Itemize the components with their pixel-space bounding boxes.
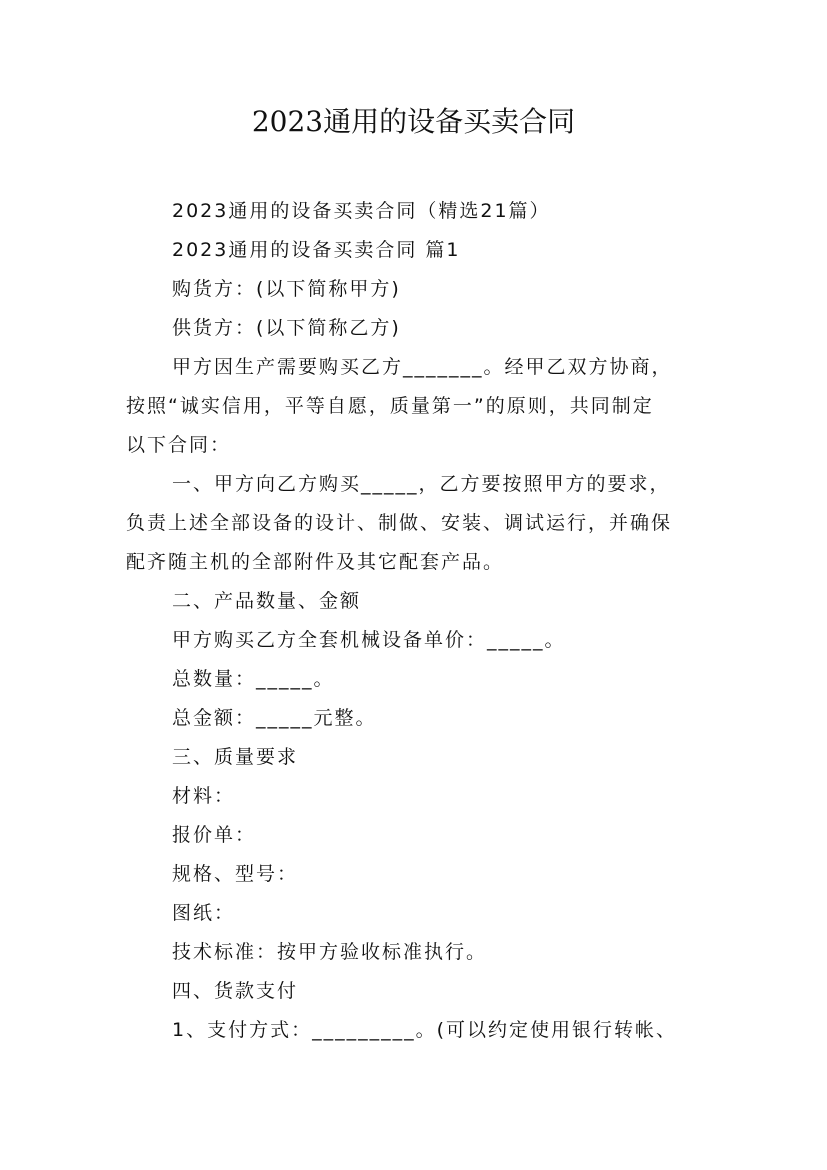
quantity-line: 总数量：_____。 (172, 668, 335, 690)
drawing-line: 图纸： (172, 902, 236, 924)
paragraph-line: 甲方因生产需要购买乙方_______。经甲乙双方协商， (172, 356, 673, 378)
price-line: 甲方购买乙方全套机械设备单价：_____。 (172, 629, 566, 651)
spec-line: 规格、型号： (172, 863, 299, 885)
section-heading-line: 二、产品数量、金额 (172, 590, 362, 612)
supplier-line: 供货方：(以下简称乙方) (172, 317, 401, 339)
payment-line: 1、支付方式：_________。(可以约定使用银行转帐、 (172, 1019, 678, 1041)
standard-line: 技术标准：按甲方验收标准执行。 (172, 941, 488, 963)
quotation-line: 报价单： (172, 824, 257, 846)
clause-line: 负责上述全部设备的设计、制做、安装、调试运行，并确保 (126, 512, 673, 534)
subtitle-line: 2023通用的设备买卖合同（精选21篇） (172, 200, 551, 222)
amount-line: 总金额：_____元整。 (172, 707, 377, 729)
paragraph-line: 按照“诚实信用，平等自愿，质量第一”的原则，共同制定 (126, 395, 654, 417)
section-heading-line: 四、货款支付 (172, 980, 299, 1002)
material-line: 材料： (172, 785, 236, 807)
clause-line: 一、甲方向乙方购买_____，乙方要按照甲方的要求， (172, 473, 671, 495)
section-heading-line: 三、质量要求 (172, 746, 299, 768)
document-title: 2023通用的设备买卖合同 (251, 105, 576, 138)
section-heading-line: 2023通用的设备买卖合同 篇1 (172, 239, 461, 261)
clause-line: 配齐随主机的全部附件及其它配套产品。 (126, 551, 505, 573)
buyer-line: 购货方：(以下简称甲方) (172, 278, 401, 300)
paragraph-line: 以下合同： (126, 434, 232, 456)
